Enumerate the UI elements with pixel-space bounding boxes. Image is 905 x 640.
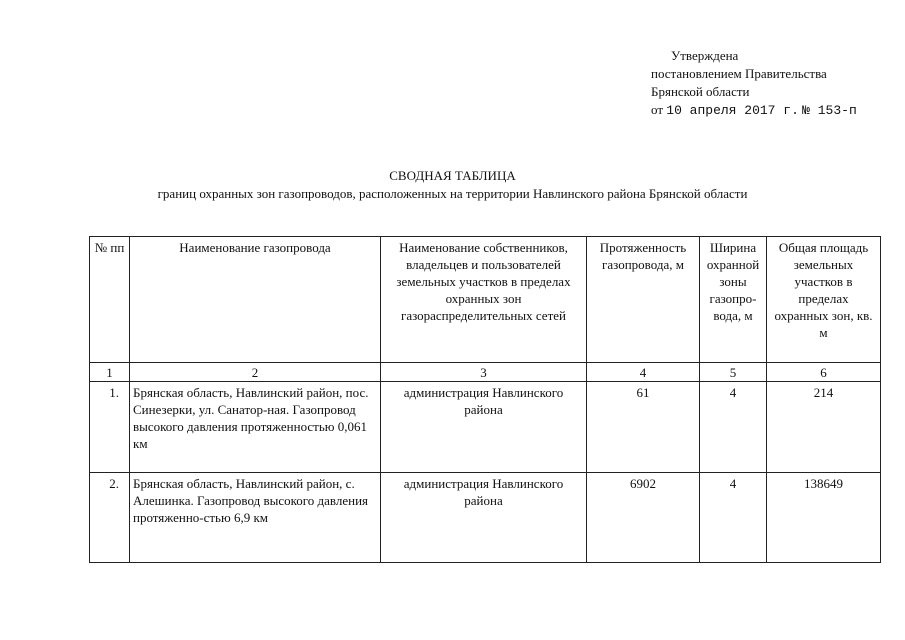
approval-date: 10 апреля 2017 г. [666, 103, 799, 118]
row-number: 1. [90, 382, 130, 473]
column-number: 4 [587, 363, 700, 382]
approval-number: № 153-п [802, 103, 857, 118]
table-row [90, 473, 881, 563]
column-number: 2 [130, 363, 381, 382]
approval-date-prefix: от [651, 102, 664, 117]
table-row [90, 382, 881, 473]
column-number: 6 [767, 363, 881, 382]
header-cell-length: Протяженность газопровода, м [587, 237, 700, 363]
pipeline-name: Брянская область, Навлинский район, пос. Синезерки, ул. Санатор-ная. Газопровод высокого давления протяженностью 0,061 км [130, 382, 381, 473]
pipeline-name: Брянская область, Навлинский район, с. Алешинка. Газопровод высокого давления протяженно-стью 6,9 км [130, 473, 381, 563]
summary-table [89, 236, 881, 563]
column-number: 3 [381, 363, 587, 382]
pipeline-length: 61 [587, 382, 700, 473]
zone-area: 214 [767, 382, 881, 473]
header-cell-number: № пп [90, 237, 130, 363]
header-cell-area: Общая площадь земельных участков в пределах охранных зон, кв. м [767, 237, 881, 363]
row-number: 2. [90, 473, 130, 563]
document-subtitle: границ охранных зон газопроводов, расположенных на территории Навлинского района Брянской области [157, 186, 748, 201]
header-cell-zone-width: Ширина охранной зоны газопро-вода, м [700, 237, 767, 363]
document-title: СВОДНАЯ ТАБЛИЦА [389, 168, 516, 183]
zone-area: 138649 [767, 473, 881, 563]
pipeline-length: 6902 [587, 473, 700, 563]
zone-width: 4 [700, 382, 767, 473]
pipeline-owner: администрация Навлинского района [381, 382, 587, 473]
column-number: 5 [700, 363, 767, 382]
header-cell-owners: Наименование собственников, владельцев и пользователей земельных участков в пределах охранных зон газораспределительных сетей [381, 237, 587, 363]
column-number-row [90, 363, 881, 382]
header-cell-pipeline-name: Наименование газопровода [130, 237, 381, 363]
approval-line-date [651, 101, 857, 120]
approval-line-resolution: постановлением Правительства [651, 66, 827, 81]
approval-line-approved: Утверждена [671, 48, 739, 63]
column-number: 1 [90, 363, 130, 382]
zone-width: 4 [700, 473, 767, 563]
pipeline-owner: администрация Навлинского района [381, 473, 587, 563]
approval-line-region: Брянской области [651, 84, 750, 99]
table-header-row [90, 237, 881, 363]
approval-stamp [651, 47, 857, 120]
